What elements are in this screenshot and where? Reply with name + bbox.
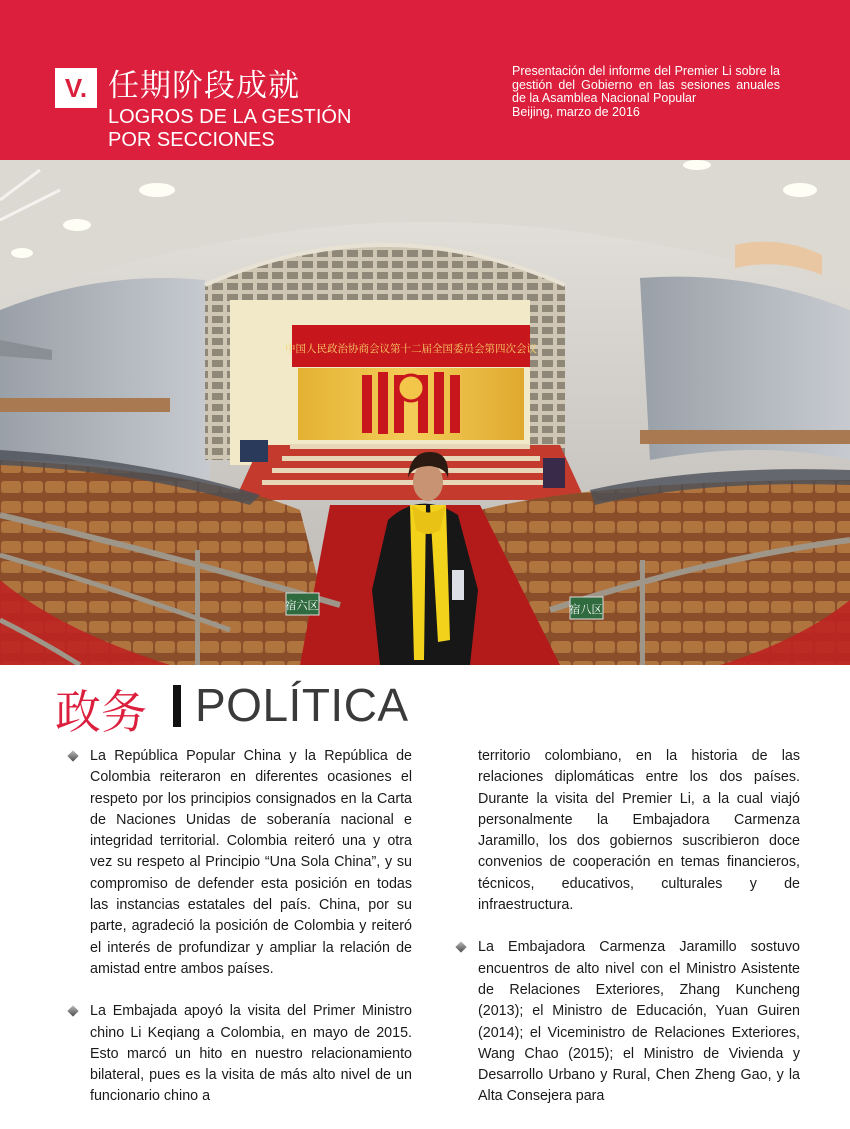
- chapter-title-spanish: [108, 106, 408, 152]
- assembly-hall-photo: [0, 160, 850, 665]
- chapter-title-line-2: POR SECCIONES: [108, 129, 275, 151]
- paragraph-2-text: La Embajada apoyó la visita del Primer Ministro chino Li Keqiang a Colombia, en mayo de 2015. Esto marcó un hito en nuestro relacionamiento bilateral, pues es la visita de más alto nivel de un funcionario chino a: [90, 1003, 412, 1105]
- section-title-chinese: 政务: [55, 685, 147, 739]
- banner-text: 中国人民政治协商会议第十二届全国委员会第四次会议: [285, 343, 537, 355]
- text-column-right: [478, 746, 800, 1129]
- zone-sign-right: 宿八区: [569, 603, 603, 616]
- diamond-bullet-icon: [455, 942, 466, 953]
- paragraph-3: [478, 937, 800, 1107]
- section-title-spanish: POLÍTICA: [195, 679, 409, 731]
- chapter-number: V.: [55, 68, 97, 108]
- chapter-title-chinese: 任期阶段成就: [108, 68, 300, 104]
- paragraph-2-continued: [478, 746, 800, 916]
- text-column-left: [90, 746, 412, 1129]
- photo-caption-note: [512, 65, 780, 119]
- diamond-bullet-icon: [67, 750, 78, 761]
- zone-sign-left: 宿六区: [285, 599, 319, 612]
- paragraph-1-text: La República Popular China y la República de Colombia reiteraron en diferentes ocasiones el respeto por los principios consignados en la Carta de Naciones Unidas de soberanía nacional e integridad territorial. Colombia reiteró una y otra vez su respeto al Principio “Una Sola China”, y su compromiso de defender esta posición en todas las instancias estatales del país. China, por su parte, agradeció la posición de Colombia y reiteró el interés de profundizar y ampliar la relación de amistad entre ambos países.: [90, 748, 412, 977]
- paragraph-2-continued-text: territorio colombiano, en la historia de las relaciones diplomáticas entre los dos países. Durante la visita del Premier Li, a la cual viajó personalmente la Embajadora Carmenza Jaramillo, los dos gobiernos suscribieron doce convenios de cooperación en temas financieros, técnicos, educativos, culturales y de infraestructura.: [478, 748, 800, 914]
- title-divider: [173, 685, 181, 727]
- caption-date: Beijing, marzo de 2016: [512, 104, 640, 119]
- caption-text: Presentación del informe del Premier Li sobre la gestión del Gobierno en las sesiones anuales de la Asamblea Nacional Popular: [512, 64, 780, 105]
- paragraph-2: [90, 1001, 412, 1107]
- chapter-title-line-1: LOGROS DE LA GESTIÓN: [108, 106, 352, 128]
- paragraph-1: [90, 746, 412, 980]
- diamond-bullet-icon: [67, 1006, 78, 1017]
- paragraph-3-text: La Embajadora Carmenza Jaramillo sostuvo encuentros de alto nivel con el Ministro Asistente de Relaciones Exteriores, Zhang Kuncheng (2013); el Ministro de Educación, Yuan Guiren (2014); el Viceministro de Relaciones Exteriores, Wang Chao (2015); el Ministro de Vivienda y Desarrollo Urbano y Rural, Chen Zheng Gao, y la Alta Consejera para: [478, 939, 800, 1105]
- chapter-header: [0, 0, 850, 160]
